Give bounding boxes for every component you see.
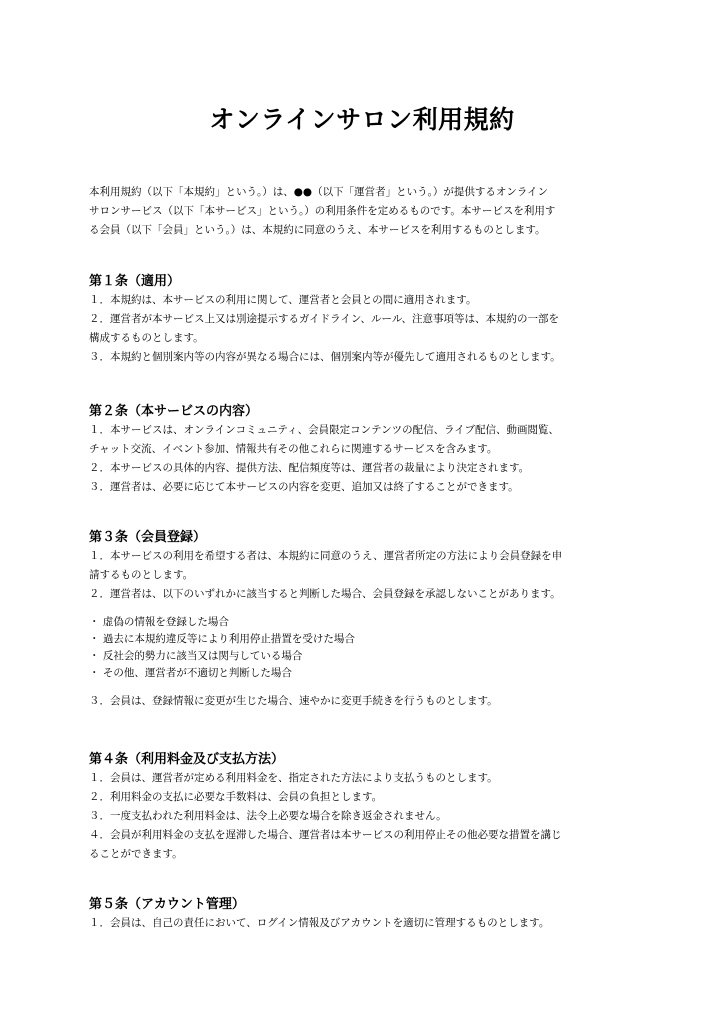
article-heading: 第３条（会員登録） bbox=[89, 530, 207, 545]
article-5 bbox=[89, 895, 649, 933]
list-item: ・ 虚偽の情報を登録した場合 bbox=[89, 616, 229, 628]
list-item: ・ その他、運営者が不適切と判断した場合 bbox=[89, 667, 292, 679]
intro-line: サロンサービス（以下「本サービス」という。）の利用条件を定めるものです。本サービスを利用す bbox=[89, 205, 556, 217]
article-heading: 第５条（アカウント管理） bbox=[89, 897, 245, 912]
article-clause: ２．運営者が本サービス上又は別途提示するガイドライン、ルール、注意事項等は、本規約の一部を bbox=[89, 313, 559, 325]
article-4 bbox=[89, 750, 649, 864]
article-clause: １．本規約は、本サービスの利用に関して、運営者と会員との間に適用されます。 bbox=[89, 294, 477, 306]
article-clause: ３．一度支払われた利用料金は、法令上必要な場合を除き返金されません。 bbox=[89, 810, 447, 822]
page-title: オンラインサロン利用規約 bbox=[209, 105, 515, 134]
list-item: ・ 過去に本規約違反等により利用停止措置を受けた場合 bbox=[89, 633, 355, 645]
list-item: ・ 反社会的勢力に該当又は関与している場合 bbox=[89, 650, 303, 662]
article-clause: 請するものとします。 bbox=[89, 569, 194, 581]
article-2 bbox=[89, 402, 649, 497]
article-clause: ３．本規約と個別案内等の内容が異なる場合には、個別案内等が優先して適用されるものとします。 bbox=[89, 351, 561, 363]
article-clause: １．会員は、自己の責任において、ログイン情報及びアカウントを適切に管理するものとします。 bbox=[89, 917, 550, 929]
article-clause: １．本サービスは、オンラインコミュニティ、会員限定コンテンツの配信、ライブ配信、動画閲覧、 bbox=[89, 424, 559, 436]
article-clause: ２．運営者は、以下のいずれかに該当すると判断した場合、会員登録を承認しないことがあります。 bbox=[89, 588, 561, 600]
article-clause: ３．会員は、登録情報に変更が生じた場合、速やかに変更手続きを行うものとします。 bbox=[89, 695, 498, 707]
article-clause: ３．運営者は、必要に応じて本サービスの内容を変更、追加又は終了することができます。 bbox=[89, 481, 519, 493]
article-heading: 第４条（利用料金及び支払方法） bbox=[89, 752, 285, 767]
article-heading: 第１条（適用） bbox=[89, 274, 181, 289]
intro-line: る会員（以下「会員」という。）は、本規約に同意のうえ、本サービスを利用するものとします。 bbox=[89, 224, 546, 236]
article-clause: １．会員は、運営者が定める利用料金を、指定された方法により支払うものとします。 bbox=[89, 772, 498, 784]
article-clause: ２．利用料金の支払に必要な手数料は、会員の負担とします。 bbox=[89, 791, 383, 803]
intro-line: 本利用規約（以下「本規約」という。）は、●●（以下「運営者」という。）が提供するオンライン bbox=[89, 186, 549, 198]
article-clause: ることができます。 bbox=[89, 848, 183, 860]
article-1 bbox=[89, 272, 649, 367]
article-3 bbox=[89, 528, 649, 711]
article-heading: 第２条（本サービスの内容） bbox=[89, 404, 259, 419]
article-clause: １．本サービスの利用を希望する者は、本規約に同意のうえ、運営者所定の方法により会員登録を申 bbox=[89, 550, 563, 562]
article-clause: ２．本サービスの具体的内容、提供方法、配信頻度等は、運営者の裁量により決定されます。 bbox=[89, 462, 530, 474]
intro-paragraph bbox=[89, 183, 649, 240]
article-clause: 構成するものとします。 bbox=[89, 332, 204, 344]
article-clause: チャット交流、イベント参加、情報共有その他これらに関連するサービスを含みます。 bbox=[89, 443, 498, 455]
article-clause: ４．会員が利用料金の支払を遅滞した場合、運営者は本サービスの利用停止その他必要な措置を講じ bbox=[89, 829, 562, 841]
condition-list bbox=[89, 614, 649, 682]
